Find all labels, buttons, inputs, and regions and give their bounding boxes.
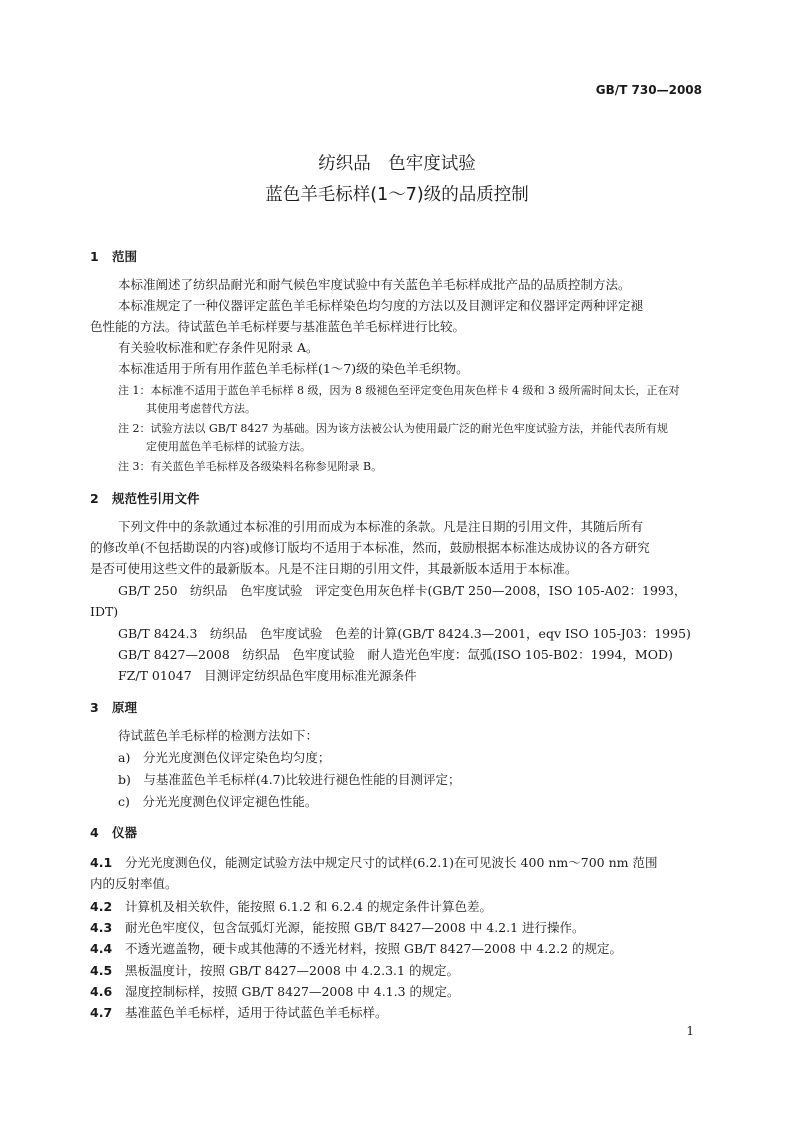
clause-4-6 <box>90 981 460 1002</box>
clause-text: 黑板温度计，按照 GB/T 8427—2008 中 4.2.3.1 的规定。 <box>125 963 459 978</box>
section-heading-principle <box>90 698 137 716</box>
paragraph: 本标准阐述了纺织品耐光和耐气候色牢度试验中有关蓝色羊毛标样成批产品的品质控制方法。 <box>118 277 631 292</box>
clause-4-1 <box>90 852 657 873</box>
clause-text: 分光光度测色仪，能测定试验方法中规定尺寸的试样(6.2.1)在可见波长 400 nm～700 nm 范围 <box>125 855 658 870</box>
clause-text-continuation: 内的反射率值。 <box>90 876 178 891</box>
paragraph-continuation: 色性能的方法。待试蓝色羊毛标样要与基准蓝色羊毛标样进行比较。 <box>90 319 466 334</box>
section-number: 3 <box>90 700 99 715</box>
section-number: 1 <box>90 249 99 264</box>
clause-number: 4.4 <box>90 941 113 956</box>
section-number: 2 <box>90 491 99 506</box>
clause-4-4 <box>90 938 622 959</box>
page-number: 1 <box>686 1024 694 1038</box>
list-item: b) 与基准蓝色羊毛标样(4.7)比较进行褪色性能的目测评定； <box>118 772 461 787</box>
paragraph: 下列文件中的条款通过本标准的引用而成为本标准的条款。凡是注日期的引用文件，其随后所有 <box>118 519 644 534</box>
clause-number: 4.1 <box>90 855 113 870</box>
reference-item: FZ/T 01047 目测评定纺织品色牢度用标准光源条件 <box>118 668 417 683</box>
reference-item: GB/T 250 纺织品 色牢度试验 评定变色用灰色样卡(GB/T 250—2008，ISO 105-A02：1993， <box>118 583 687 598</box>
clause-text: 耐光色牢度仪，包含氙弧灯光源，能按照 GB/T 8427—2008 中 4.2.1 进行操作。 <box>125 920 585 935</box>
clause-4-3 <box>90 917 585 938</box>
reference-item: GB/T 8427—2008 纺织品 色牢度试验 耐人造光色牢度：氙弧(ISO 105-B02：1994，MOD) <box>118 647 673 662</box>
reference-item: GB/T 8424.3 纺织品 色牢度试验 色差的计算(GB/T 8424.3—2001，eqv ISO 105-J03：1995) <box>118 626 691 641</box>
standard-number: GB/T 730—2008 <box>595 83 702 97</box>
note: 注 3：有关蓝色羊毛标样及各级染料名称参见附录 B。 <box>118 460 383 473</box>
paragraph: 有关验收标准和贮存条件见附录 A。 <box>118 340 319 355</box>
reference-item-continuation: IDT) <box>90 604 119 619</box>
note-continuation: 其使用考虑替代方法。 <box>146 402 256 415</box>
section-title: 仪器 <box>112 825 138 840</box>
section-heading-apparatus <box>90 823 137 841</box>
section-number: 4 <box>90 825 99 840</box>
paragraph-continuation: 是否可使用这些文件的最新版本。凡是不注日期的引用文件，其最新版本适用于本标准。 <box>90 561 578 576</box>
clause-number: 4.7 <box>90 1005 113 1020</box>
paragraph: 待试蓝色羊毛标样的检测方法如下： <box>118 728 319 743</box>
paragraph: 本标准规定了一种仪器评定蓝色羊毛标样染色均匀度的方法以及目测评定和仪器评定两种评定褪 <box>118 298 644 313</box>
note-continuation: 定使用蓝色羊毛标样的试验方法。 <box>146 440 311 453</box>
paragraph: 本标准适用于所有用作蓝色羊毛标样(1～7)级的染色羊毛织物。 <box>118 361 469 376</box>
list-item: a) 分光光度测色仪评定染色均匀度； <box>118 750 331 765</box>
clause-4-5 <box>90 960 459 981</box>
section-title: 规范性引用文件 <box>112 491 200 506</box>
document-title-line2: 蓝色羊毛标样(1～7)级的品质控制 <box>265 185 529 205</box>
clause-number: 4.2 <box>90 899 113 914</box>
section-heading-normative-references <box>90 489 200 507</box>
section-title: 原理 <box>112 700 138 715</box>
clause-text: 湿度控制标样，按照 GB/T 8427—2008 中 4.1.3 的规定。 <box>125 984 460 999</box>
clause-text: 不透光遮盖物，硬卡或其他薄的不透光材料，按照 GB/T 8427—2008 中 4.2.2 的规定。 <box>125 941 623 956</box>
section-title: 范围 <box>112 249 138 264</box>
clause-text: 基准蓝色羊毛标样，适用于待试蓝色羊毛标样。 <box>125 1005 388 1020</box>
note: 注 2：试验方法以 GB/T 8427 为基础。因为该方法被公认为使用最广泛的耐光色牢度试验方法，并能代表所有规 <box>118 422 668 435</box>
section-heading-scope <box>90 247 137 265</box>
clause-4-2 <box>90 896 492 917</box>
clause-number: 4.5 <box>90 963 113 978</box>
document-title-line1: 纺织品 色牢度试验 <box>318 154 476 174</box>
clause-text: 计算机及相关软件，能按照 6.1.2 和 6.2.4 的规定条件计算色差。 <box>125 899 493 914</box>
paragraph-continuation: 的修改单(不包括勘误的内容)或修订版均不适用于本标准，然而，鼓励根据本标准达成协议的各方研究 <box>90 540 650 555</box>
clause-4-7 <box>90 1002 388 1023</box>
clause-number: 4.6 <box>90 984 113 999</box>
note: 注 1：本标准不适用于蓝色羊毛标样 8 级，因为 8 级褪色至评定变色用灰色样卡 4 级和 3 级所需时间太长，正在对 <box>118 384 680 397</box>
list-item: c) 分光光度测色仪评定褪色性能。 <box>118 794 318 809</box>
clause-number: 4.3 <box>90 920 113 935</box>
